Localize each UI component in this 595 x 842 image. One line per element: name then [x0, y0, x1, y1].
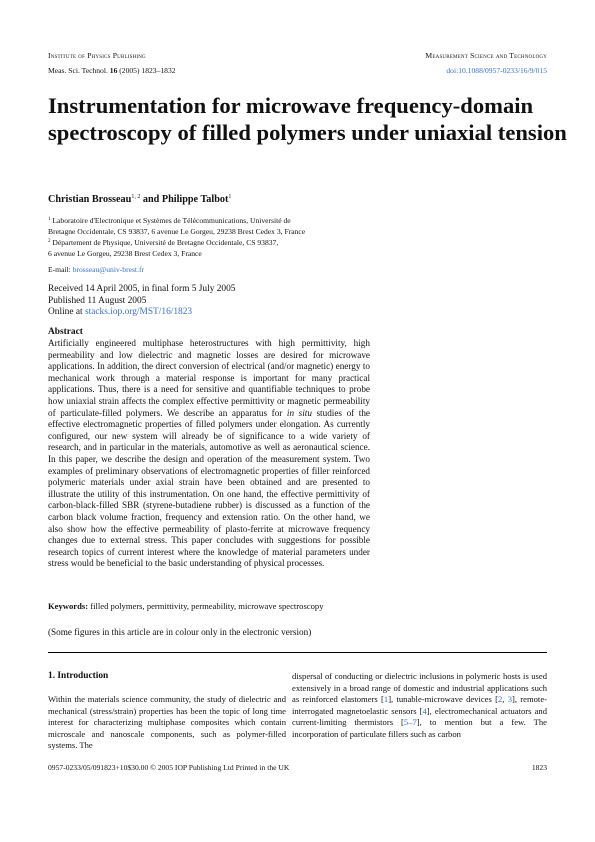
online-line: Online at stacks.iop.org/MST/16/1823 — [48, 307, 193, 318]
intro-column-left: Within the materials science community, the study of dielectric and mechanical (stress/strain) properties has been the topic of long time interest for characterizing multiphase composites which contain microscale and nanoscale components, such as polymer-filled systems. The — [48, 694, 286, 751]
doi-link[interactable]: doi:10.1088/0957-0233/16/9/015 — [446, 66, 547, 75]
author-list: Christian Brosseau$^{1, 2}$ and Philippe Talbot$^1$ — [48, 194, 232, 205]
reference-link[interactable]: 5–7 — [403, 717, 417, 728]
keywords-label: Keywords: — [48, 601, 89, 611]
affiliation-2-line-1: $^2$ Département de Physique, Université de Bretagne Occidentale, CS 93837, — [48, 238, 279, 247]
author-affiliation-mark: 1, 2 — [131, 194, 141, 200]
online-link[interactable]: stacks.iop.org/MST/16/1823 — [84, 307, 193, 318]
reference-link[interactable]: 1 — [383, 694, 389, 705]
email-link[interactable]: brosseau@univ-brest.fr — [72, 265, 144, 274]
citation: Meas. Sci. Technol. 16 (2005) 1823–1832 — [48, 66, 176, 75]
reference-link[interactable]: 2 — [497, 694, 503, 705]
received-date: Received 14 April 2005, in final form 5 July 2005 — [48, 284, 236, 294]
published-date: Published 11 August 2005 — [48, 295, 147, 306]
footer-copyright: 0957-0233/05/091823+10$30.00 © 2005 IOP Publishing Ltd Printed in the UK — [48, 763, 290, 772]
affiliation-1-line-2: Bretagne Occidentale, CS 93837, 6 avenue Le Gorgeu, 29238 Brest Cedex 3, France — [48, 227, 306, 236]
journal-publisher: Institute of Physics Publishing — [48, 51, 146, 60]
reference-link[interactable]: 3 — [507, 694, 512, 705]
page-number: 1823 — [531, 763, 547, 772]
citation-volume: 16 — [109, 66, 118, 75]
section-heading: 1. Introduction — [48, 671, 109, 681]
author-name: Philippe Talbot — [161, 194, 229, 205]
author-name: Christian Brosseau — [48, 194, 132, 205]
colour-note: (Some figures in this article are in colour only in the electronic version) — [48, 627, 312, 637]
section-divider — [48, 652, 547, 653]
reference-link[interactable]: 4 — [422, 705, 427, 716]
abstract-heading: Abstract — [48, 327, 83, 337]
journal-name: Measurement Science and Technology — [425, 51, 547, 60]
author-affiliation-mark: 1 — [228, 194, 232, 200]
email-line: E-mail: brosseau@univ-brest.fr — [48, 265, 144, 274]
article-title: Instrumentation for microwave frequency-domain spectroscopy of filled polymers under uniaxial tension — [48, 93, 567, 145]
affiliation-1-line-1: $^1$ Laboratoire d'Electronique et Systèmes de Télécommunications, Université de — [48, 216, 291, 225]
abstract-body: Artificially engineered multiphase heterostructures with high permittivity, high permeability and low dielectric and magnetic losses are desired for microwave applications. In addition, the direct conversion of electrical (and/or magnetic) energy to mechanical work through a material response is important for many practical applications. Thus, there is a need for sensitive and quantifiable techniques to probe how uniaxial strain affects the complex effective permittivity or magnetic permeability of particulate-filled polymers. We describe an apparatus for in situ studies of the effective electromagnetic properties of filled polymers under elongation. As currently configured, our new system will already be of significance to a wide variety of research, and in particular in the materials, automotive as well as aeronautical science. In this paper, we describe the design and operation of the measurement system. Two examples of preliminary observations of electromagnetic properties of filler reinforced polymeric materials under axial strain have been obtained and are presented to illustrate the utility of this instrumentation. On one hand, the effective permittivity of carbon-black-filled SBR (styrene-butadiene rubber) is discussed as a function of the carbon black volume fraction, frequency and extension ratio. On the other hand, we also show how the effective permeability of plasto-ferrite at microwave frequency changes due to external stress. This paper concludes with suggestions for possible research topics of current interest where the knowledge of material parameters under stress would be beneficial to the basic understanding of physical processes. — [48, 338, 371, 569]
intro-column-right: dispersal of conducting or dielectric inclusions in polymeric hosts is used extensively in a broad range of domestic and industrial applications such as reinforced elastomers [1], tunable-microwave devices [2, 3], remote-interrogated magnetoelastic sensors [4], electromechanical actuators and current-limiting thermistors [5–7], to mention but a few. The incorporation of particulate fillers such as carbon — [292, 671, 548, 739]
keywords: Keywords: filled polymers, permittivity, permeability, microwave spectroscopy — [48, 601, 324, 611]
article-dates — [48, 284, 235, 319]
affiliation-2-line-2: 6 avenue Le Gorgeu, 29238 Brest Cedex 3, France — [48, 249, 202, 258]
